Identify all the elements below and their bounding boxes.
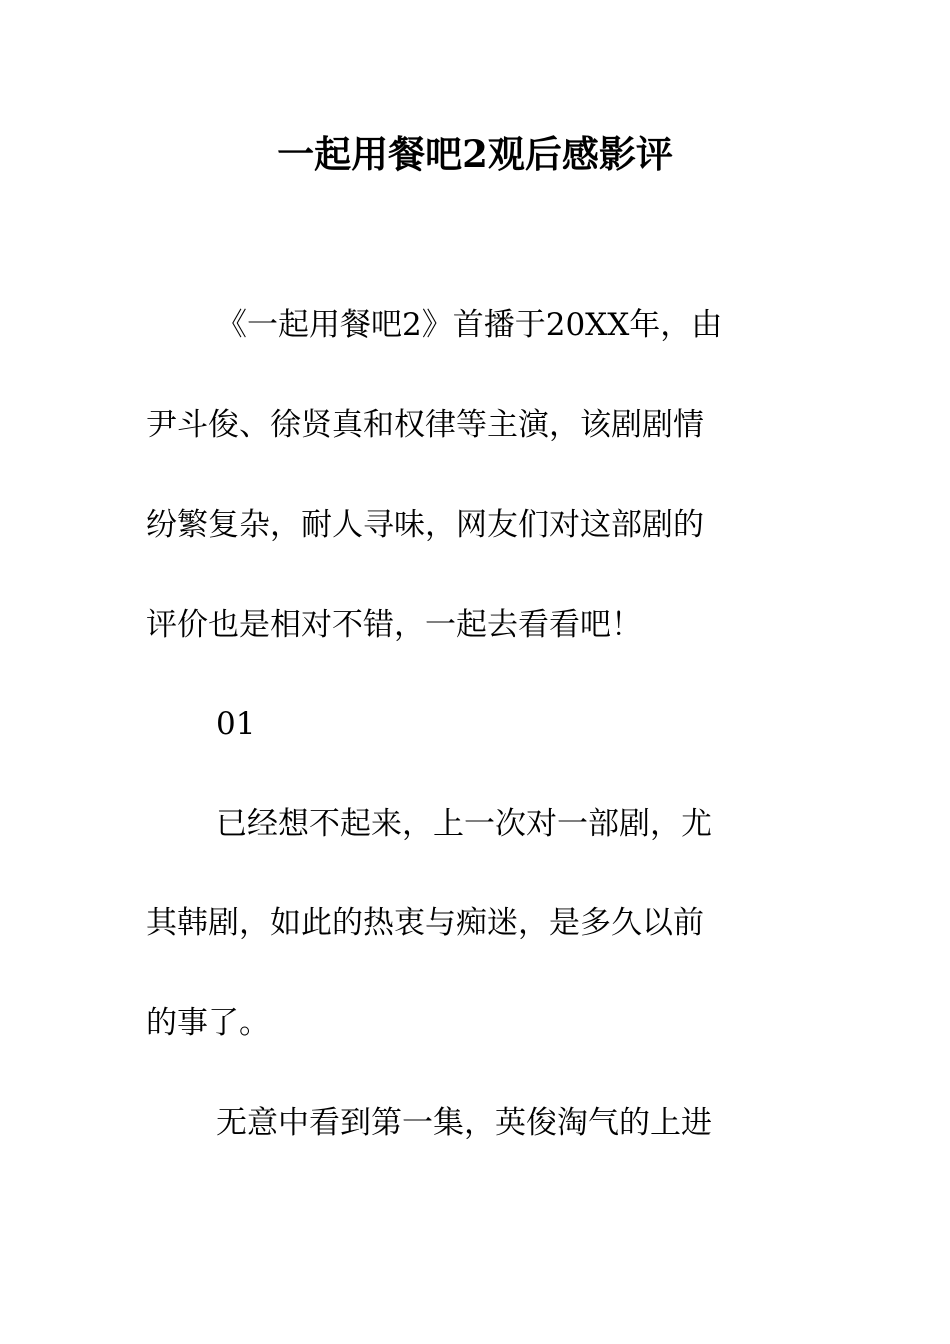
paragraph-line: 其韩剧，如此的热衷与痴迷，是多久以前: [146, 905, 704, 941]
paragraph-line: 《一起用餐吧2》首播于20XX年，由: [216, 307, 723, 343]
section-number: 01: [216, 706, 256, 742]
paragraph-line: 尹斗俊、徐贤真和权律等主演，该剧剧情: [146, 407, 704, 443]
paragraph-line: 评价也是相对不错，一起去看看吧！: [146, 607, 642, 643]
paragraph-line: 无意中看到第一集，英俊淘气的上进: [216, 1105, 712, 1141]
paragraph-line: 纷繁复杂，耐人寻味，网友们对这部剧的: [146, 507, 704, 543]
paragraph-line: 已经想不起来，上一次对一部剧，尤: [216, 806, 712, 842]
document-title: 一起用餐吧2观后感影评: [277, 132, 673, 176]
paragraph-line: 的事了。: [146, 1005, 270, 1041]
